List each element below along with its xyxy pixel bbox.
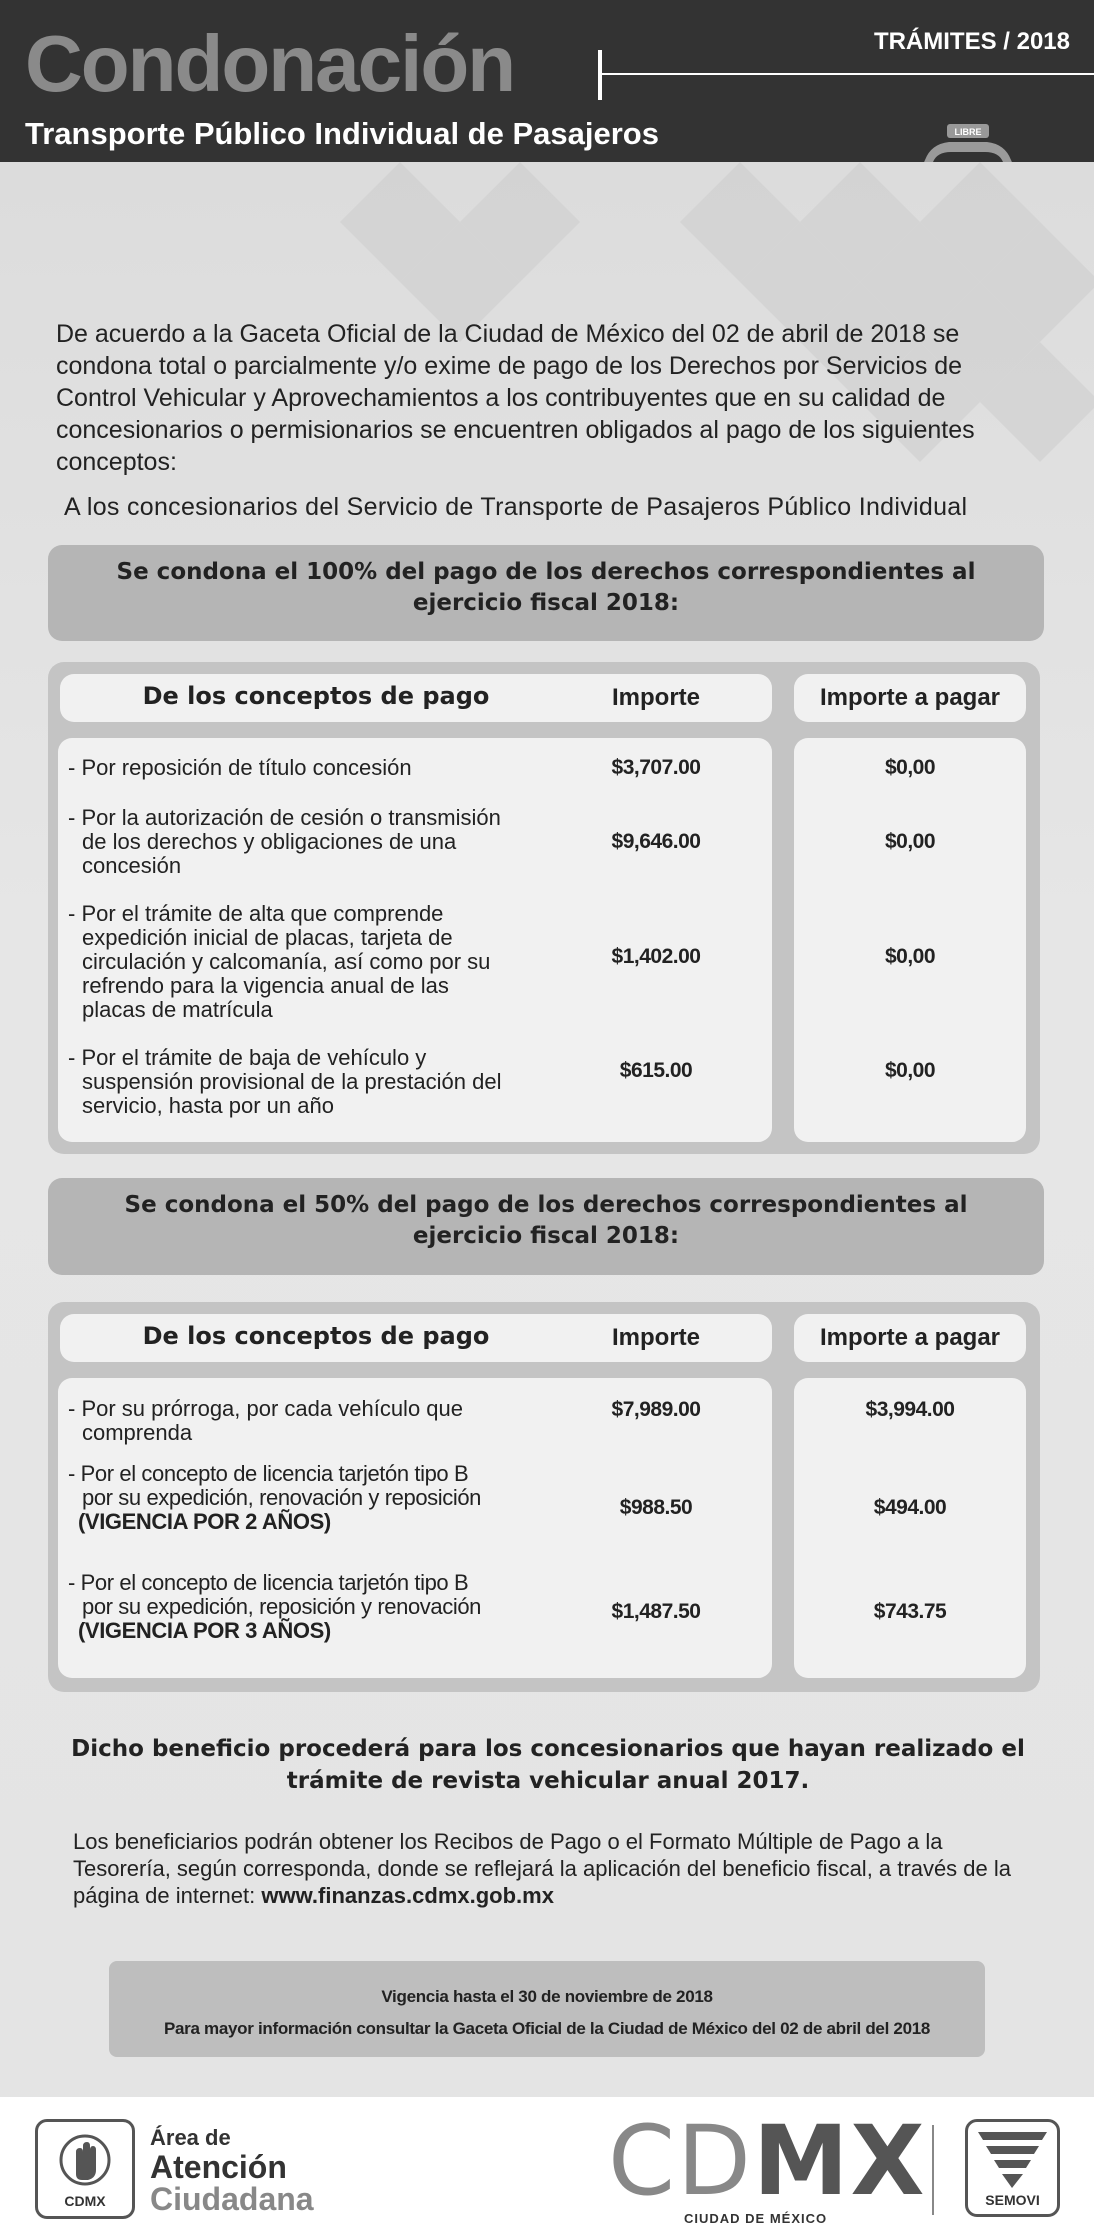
pay-column: [794, 1378, 1026, 1678]
cdmx-logo: [608, 2105, 927, 2217]
row-amount: $3,707.00: [611, 756, 701, 779]
row-pay: $0,00: [884, 945, 936, 968]
tramites-tag: TRÁMITES / 2018: [873, 28, 1070, 55]
semovi-logo: [965, 2119, 1060, 2217]
row-amount: $988.50: [619, 1496, 693, 1519]
row-pay: $0,00: [884, 756, 936, 779]
vigencia-box: [109, 1961, 985, 2057]
row-amount: $615.00: [619, 1059, 693, 1082]
logo-mark-label: CDMX: [64, 2193, 106, 2209]
header-amount: Importe: [540, 1314, 772, 1362]
table-row-concept: - Por su prórroga, por cada vehículo que comprenda: [68, 1396, 464, 1445]
condonation-50-banner: Se condona el 50% del pago de los derechos correspondientes al ejercicio fiscal 2018:: [48, 1178, 1044, 1275]
taxi-sign-label: LIBRE: [954, 127, 982, 137]
header-amount: Importe: [540, 674, 772, 722]
row-pay: $3,994.00: [865, 1398, 955, 1421]
atencion-ciudadana-logo: [35, 2119, 135, 2219]
header-amount-to-pay: Importe a pagar: [794, 1314, 1026, 1362]
footer: [0, 2097, 1094, 2240]
area-label-line3: Ciudadana: [150, 2181, 314, 2217]
condonation-100-banner: Se condona el 100% del pago de los derechos correspondientes al ejercicio fiscal 2018:: [48, 545, 1044, 641]
header-amount-to-pay: Importe a pagar: [794, 674, 1026, 722]
row-amount: $9,646.00: [611, 830, 701, 853]
cdmx-logo-light: CD: [608, 2105, 753, 2217]
vigencia-line: Vigencia hasta el 30 de noviembre de 2018: [381, 1987, 713, 2006]
table-row-concept: - Por el trámite de alta que comprende expedición inicial de placas, tarjeta de circulación y calcomanía, así como por su refrendo para la vigencia anual de las placas de matrícula: [68, 901, 491, 1022]
footer-divider: [932, 2125, 934, 2215]
table-row-concept: - Por el concepto de licencia tarjetón tipo B por su expedición, renovación y reposición (VIGENCIA POR 2 AÑOS): [68, 1461, 481, 1534]
semovi-label: SEMOVI: [985, 2192, 1040, 2208]
intro-paragraph: De acuerdo a la Gaceta Oficial de la Ciudad de México del 02 de abril de 2018 se condona total o parcialmente y/o exime de pago de los Derechos por Servicios de Control Vehicular y Aprovechamientos a los contribuyentes que en su calidad de concesionarios o permisionarios se encuentren obligados al pago de los siguientes conceptos:: [56, 320, 975, 476]
finanzas-url[interactable]: www.finanzas.cdmx.gob.mx: [261, 1883, 554, 1908]
row-amount: $1,487.50: [611, 1600, 701, 1623]
page-subtitle: Transporte Público Individual de Pasajeros: [25, 116, 659, 151]
row-pay: $0,00: [884, 1059, 936, 1082]
amount-column: [540, 1378, 772, 1678]
header-concepts: De los conceptos de pago: [60, 674, 572, 722]
area-label-line2: Atención: [150, 2149, 287, 2185]
area-label-line1: Área de: [150, 2125, 231, 2150]
cdmx-logo-dark: MX: [752, 2105, 927, 2217]
page-title: Condonación: [25, 19, 515, 108]
gaceta-reference-line: Para mayor información consultar la Gaceta Oficial de la Ciudad de México del 02 de abril del 2018: [163, 2019, 931, 2038]
benefit-condition-note: Dicho beneficio procederá para los concesionarios que hayan realizado el trámite de revista vehicular anual 2017.: [71, 1736, 1025, 1794]
table-row-concept: - Por reposición de título concesión: [68, 755, 412, 780]
row-amount: $7,989.00: [611, 1398, 701, 1421]
table-row-concept: - Por el concepto de licencia tarjetón tipo B por su expedición, reposición y renovación (VIGENCIA POR 3 AÑOS): [68, 1570, 481, 1643]
beneficiaries-paragraph: Los beneficiarios podrán obtener los Recibos de Pago o el Formato Múltiple de Pago a la Tesorería, según corresponda, donde se reflejará la aplicación del beneficio fiscal, a través de la página de internet: www.finanzas.cdmx.gob.mx: [73, 1829, 1011, 1908]
table-row-concept: - Por la autorización de cesión o transmisión de los derechos y obligaciones de una concesión: [68, 805, 501, 878]
table-row-concept: - Por el trámite de baja de vehículo y suspensión provisional de la prestación del servicio, hasta por un año: [68, 1045, 502, 1118]
row-pay: $494.00: [873, 1496, 947, 1519]
row-amount: $1,402.00: [611, 945, 701, 968]
semovi-triangle-icon: [968, 2122, 1057, 2192]
row-pay: $0,00: [884, 830, 936, 853]
header-divider-horizontal: [600, 73, 1094, 75]
header-divider-vertical: [598, 50, 602, 100]
row-pay: $743.75: [873, 1600, 947, 1623]
header-concepts: De los conceptos de pago: [60, 1314, 572, 1362]
cdmx-subtitle: CIUDAD DE MÉXICO: [684, 2211, 828, 2226]
section-heading: A los concesionarios del Servicio de Transporte de Pasajeros Público Individual: [64, 493, 968, 521]
hand-icon: [38, 2122, 132, 2216]
